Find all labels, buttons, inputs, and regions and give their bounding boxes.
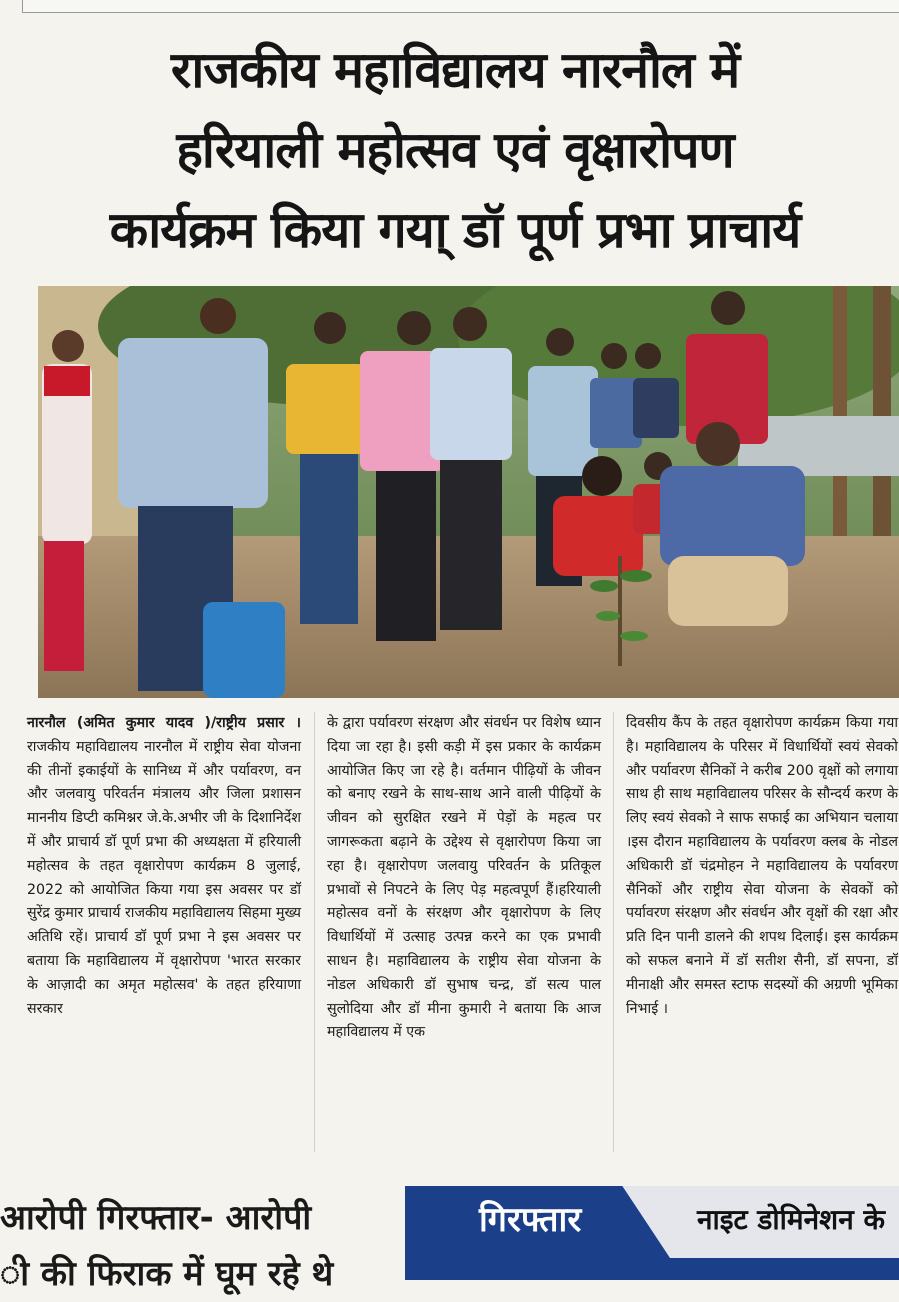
article-column-1-text: राजकीय महाविद्यालय नारनौल में राष्ट्रीय सेवा योजना की तीनों इकाईयों के सानिध्य में और पर्यावरण, वन और जलवायु परिवर्तन मंत्रालय और जिला प्रशासन माननीय डिप्टी कमिश्नर जे.के.अभीर जी के दिशानिर्देश में और प्राचार्य डॉ पूर्ण प्रभा की अध्यक्षता में हरियाली महोत्सव के तहत वृक्षारोपण कार्यक्रम 8 जुलाई, 2022 को आयोजित किया गया इस अवसर पर डॉ सुरेंद्र कुमार प्राचार्य राजकीय महाविद्यालय सिहमा मुख्य अतिथि रहें। प्राचार्य डॉ पूर्ण प्रभा ने इस अवसर पर बताया कि महाविद्यालय में वृक्षारोपण 'भारत सरकार के आज़ादी का अमृत महोत्सव' के तहत हरियाणा सरकार bbox=[27, 738, 301, 1017]
headline bbox=[30, 30, 880, 270]
headline-line-2: हरियाली महोत्सव एवं वृक्षारोपण bbox=[176, 121, 734, 179]
plantation-photo-illustration bbox=[38, 286, 899, 698]
headline-line-3: कार्यक्रम किया गया् डॉ पूर्ण प्रभा प्राचार्य bbox=[109, 201, 801, 259]
headline-line-1: राजकीय महाविद्यालय नारनौल में bbox=[170, 41, 740, 99]
next-story-line-1: आरोपी गिरफ्तार- आरोपी bbox=[0, 1198, 312, 1238]
next-story-line-2: ी की फिराक में घूम रहे थे bbox=[0, 1254, 334, 1294]
section-banner bbox=[405, 1186, 899, 1258]
article-column-3-text: दिवसीय कैंप के तहत वृक्षारोपण कार्यक्रम किया गया है। महाविद्यालय के परिसर में विधार्थियों स्वयं सेवको और पर्यावरण सैनिकों ने करीब 200 वृक्षों को लगाया साथ ही साथ महाविद्यालय परिसर के सौन्दर्य करण के लिए स्वयं सेवको ने साफ सफाई का अभियान चलाया ।इस दौरान महाविद्यालय के पर्यावरण क्लब के नोडल अधिकारी डॉ चंद्रमोहन ने महाविद्यालय के पर्यावरण सैनिकों और राष्ट्रीय सेवा योजना के सेवकों को पर्यावरण संरक्षण और संवर्धन और वृक्षों की रक्षा और प्रति दिन पानी डालने की शपथ दिलाई। इस कार्यक्रम को सफल बनाने में डॉ सतीश सैनी, डॉ सपना, डॉ मीनाक्षी और समस्त स्टाफ सदस्यों की अग्रणी भूमिका निभाई । bbox=[626, 715, 898, 1017]
banner-text: नाइट डोमिनेशन के bbox=[697, 1203, 886, 1236]
next-story-headline bbox=[0, 1190, 380, 1302]
banner-strip bbox=[405, 1258, 899, 1280]
article-column-1 bbox=[27, 712, 301, 1021]
article-dateline: नारनौल (अमित कुमार यादव )/राष्ट्रीय प्रसार । bbox=[27, 715, 301, 731]
column-divider bbox=[314, 712, 315, 1152]
column-divider bbox=[613, 712, 614, 1152]
article-column-2-text: के द्वारा पर्यावरण संरक्षण और संवर्धन पर विशेष ध्यान दिया जा रहा है। इसी कड़ी में इस प्रकार के कार्यक्रम आयोजित किए जा रहे है। वर्तमान पीढ़ियों के जीवन को बनाए रखने के साथ-साथ आने वाली पीढ़ियों के जीवन को सुरक्षित रखने में पेड़ों के महत्व पर जागरूकता बढ़ाने के उद्देश्य से वृक्षारोपण किया जा रहा है। वृक्षारोपण जलवायु परिवर्तन के प्रतिकूल प्रभावों से निपटने के लिए पेड़ महत्वपूर्ण हैं।हरियाली महोत्सव वनों के संरक्षण और वृक्षारोपण के लिए विधार्थियों में उत्साह उत्पन्न करने का एक प्रभावी साधन है। महाविद्यालय के राष्ट्रीय सेवा योजना के नोडल अधिकारी डॉ सुभाष चन्द्र, डॉ सत्य पाल सुलोदिया और डॉ मीना कुमारी ने बताया कि आज महाविद्यालय में एक bbox=[327, 715, 601, 1041]
news-photo bbox=[38, 286, 899, 698]
top-frame bbox=[22, 0, 899, 13]
article-column-3 bbox=[626, 712, 898, 1021]
article-column-2 bbox=[327, 712, 601, 1045]
banner-tab-label: गिरफ्तार bbox=[479, 1200, 582, 1240]
